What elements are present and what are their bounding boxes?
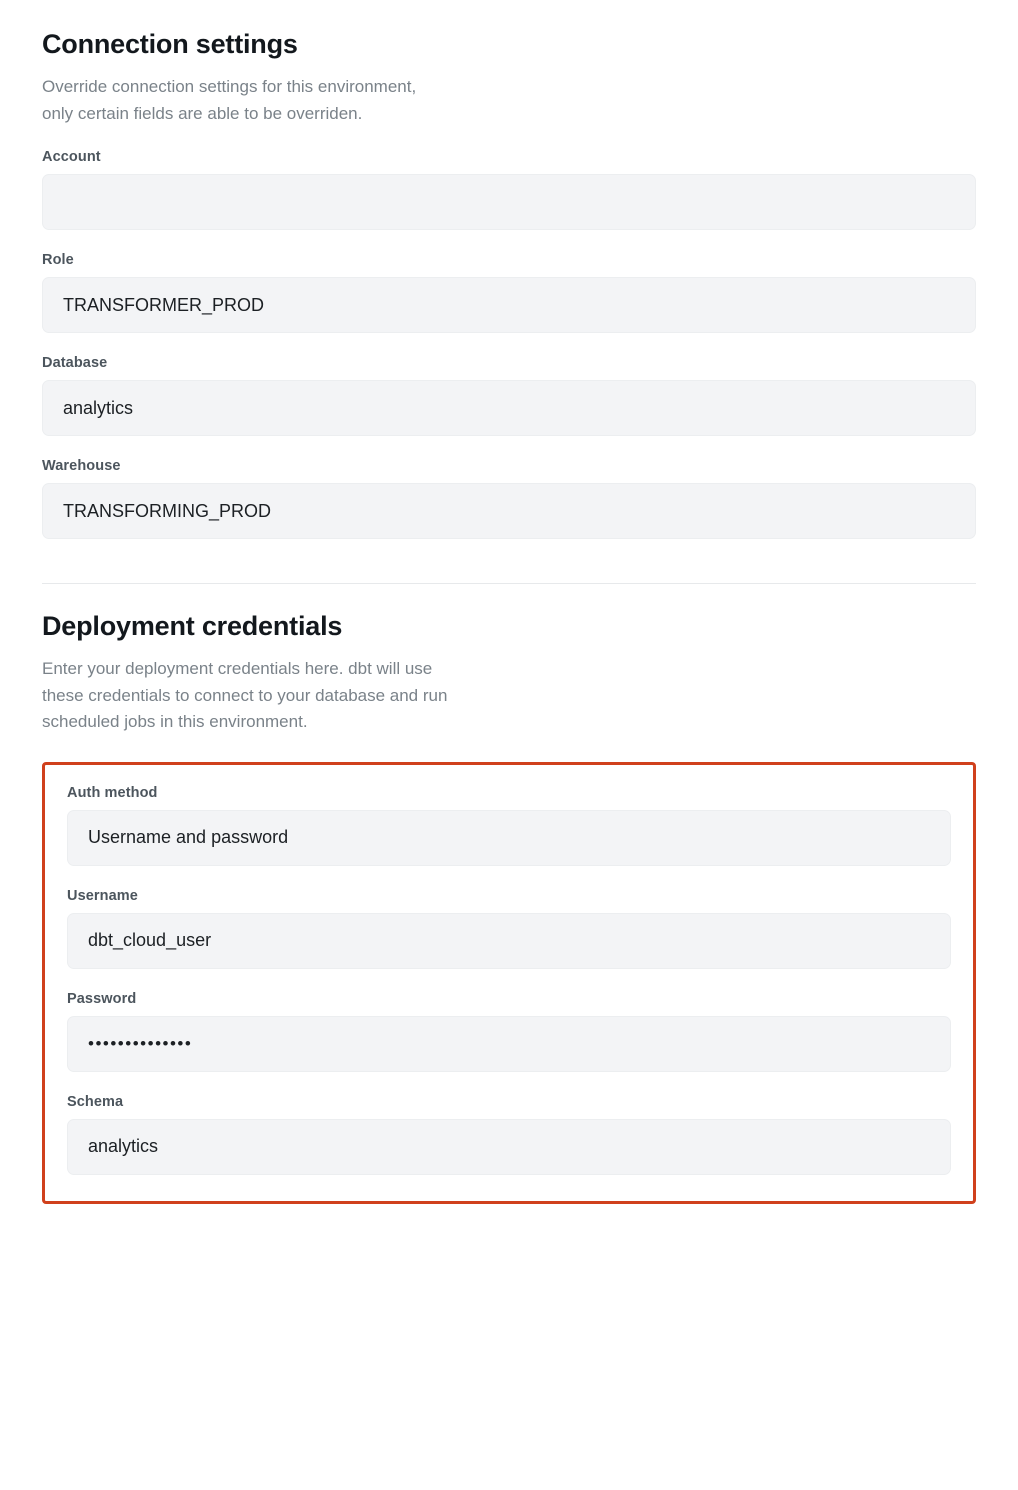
connection-settings-description-line-2: only certain fields are able to be overriden. (42, 103, 363, 123)
field-warehouse-input[interactable]: TRANSFORMING_PROD (42, 483, 976, 539)
deployment-credentials-description (42, 656, 602, 735)
field-database-label: Database (42, 355, 108, 372)
field-database (42, 355, 976, 436)
field-schema (67, 1094, 951, 1175)
field-warehouse (42, 458, 976, 539)
deployment-credentials-title: Deployment credentials (42, 611, 343, 642)
deployment-credentials-section (42, 584, 976, 1203)
deployment-credentials-description-line-2: these credentials to connect to your database and run (42, 685, 448, 705)
field-role-input[interactable]: TRANSFORMER_PROD (42, 277, 976, 333)
field-role (42, 252, 976, 333)
field-password-label: Password (67, 990, 137, 1007)
field-account (42, 149, 976, 230)
field-auth-method (67, 785, 951, 866)
deployment-credentials-highlight-box (42, 762, 976, 1204)
field-auth-method-input[interactable]: Username and password (67, 810, 951, 866)
field-account-label: Account (42, 149, 101, 166)
field-role-label: Role (42, 252, 74, 269)
field-schema-label: Schema (67, 1093, 124, 1110)
field-username-input[interactable]: dbt_cloud_user (67, 913, 951, 969)
field-account-input[interactable] (42, 174, 976, 230)
connection-settings-description (42, 74, 602, 127)
connection-settings-description-line-1: Override connection settings for this environment, (42, 77, 417, 97)
field-username (67, 888, 951, 969)
field-database-input[interactable]: analytics (42, 380, 976, 436)
field-schema-input[interactable]: analytics (67, 1119, 951, 1175)
field-username-label: Username (67, 887, 138, 904)
field-warehouse-label: Warehouse (42, 458, 121, 475)
field-password-input[interactable]: •••••••••••••• (67, 1016, 951, 1072)
field-auth-method-label: Auth method (67, 784, 158, 801)
field-password (67, 991, 951, 1072)
deployment-credentials-description-line-1: Enter your deployment credentials here. dbt will use (42, 659, 433, 679)
deployment-credentials-description-line-3: scheduled jobs in this environment. (42, 712, 308, 732)
connection-settings-title: Connection settings (42, 29, 298, 59)
connection-settings-section (42, 0, 976, 539)
